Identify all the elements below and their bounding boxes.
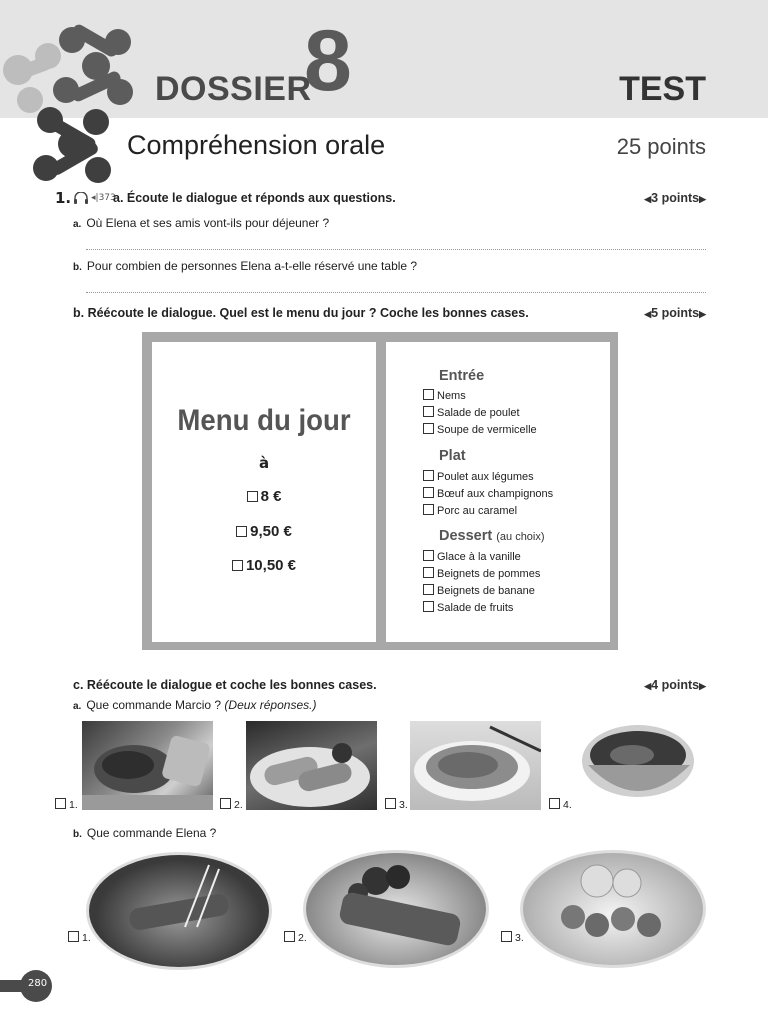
checkbox[interactable]: [220, 798, 231, 809]
points-1c: ◀4 points▶: [644, 678, 706, 692]
answer-line-a[interactable]: [86, 249, 706, 250]
food-photo-noodles: [410, 721, 541, 810]
checkbox[interactable]: [501, 931, 512, 942]
price-option[interactable]: 8 €: [152, 488, 376, 505]
checkbox[interactable]: [423, 423, 434, 434]
menu-price-panel: [152, 342, 376, 642]
headphones-icon: [73, 192, 89, 204]
dish-option[interactable]: Beignets de banane: [423, 584, 535, 597]
dish-option[interactable]: Bœuf aux champignons: [423, 487, 553, 500]
section-title: Compréhension orale: [127, 130, 386, 160]
dish-option[interactable]: Salade de poulet: [423, 406, 520, 419]
checkbox[interactable]: [423, 389, 434, 400]
category-plat: Plat: [439, 448, 466, 464]
photo-option[interactable]: 3.: [385, 798, 408, 811]
question-1a-b: b. Pour combien de personnes Elena a-t-elle réservé une table ?: [73, 259, 418, 273]
points-1b: ◀5 points▶: [644, 306, 706, 320]
question-1c-a: a. Que commande Marcio ? (Deux réponses.): [73, 698, 317, 712]
price-option[interactable]: 10,50 €: [152, 557, 376, 574]
checkbox[interactable]: [68, 931, 79, 942]
checkbox[interactable]: [423, 487, 434, 498]
points-1a: ◀3 points▶: [644, 191, 706, 205]
photo-option[interactable]: 1.: [55, 798, 78, 811]
checkbox[interactable]: [284, 931, 295, 942]
photo-option[interactable]: 4.: [549, 798, 572, 811]
food-photo-shrimp: [520, 850, 706, 968]
photo-option[interactable]: 2.: [220, 798, 243, 811]
checkbox[interactable]: [423, 601, 434, 612]
food-photo-spring-rolls: [246, 721, 377, 810]
food-photo-salmon: [303, 850, 489, 968]
checkbox[interactable]: [423, 584, 434, 595]
dish-option[interactable]: Salade de fruits: [423, 601, 513, 614]
price-option[interactable]: 9,50 €: [152, 523, 376, 540]
dossier-number: 8: [304, 13, 352, 109]
answer-line-b[interactable]: [86, 292, 706, 293]
dish-option[interactable]: Glace à la vanille: [423, 550, 521, 563]
audio-track-number: ◂|373: [91, 193, 116, 203]
checkbox[interactable]: [236, 526, 247, 537]
menu-a-label: à: [258, 454, 270, 472]
category-entree: Entrée: [439, 368, 485, 384]
molecule-logo: [0, 18, 150, 188]
checkbox[interactable]: [423, 504, 434, 515]
dish-option[interactable]: Soupe de vermicelle: [423, 423, 537, 436]
menu-dishes-panel: [386, 342, 610, 642]
checkbox[interactable]: [55, 798, 66, 809]
checkbox[interactable]: [423, 550, 434, 561]
checkbox[interactable]: [549, 798, 560, 809]
menu-title: Menu du jour: [177, 404, 351, 437]
dossier-label: DOSSIER: [155, 70, 312, 108]
food-photo-grilled-chicken: [82, 721, 213, 810]
instruction-1c: c. Réécoute le dialogue et coche les bonnes cases.: [73, 678, 377, 692]
dish-option[interactable]: Porc au caramel: [423, 504, 517, 517]
dish-option[interactable]: Poulet aux légumes: [423, 470, 534, 483]
checkbox[interactable]: [423, 406, 434, 417]
test-label: TEST: [619, 70, 706, 108]
instruction-1a: a. Écoute le dialogue et réponds aux questions.: [113, 191, 396, 205]
exercise-number: 1.: [55, 189, 72, 207]
checkbox[interactable]: [423, 567, 434, 578]
photo-option[interactable]: 1.: [68, 931, 91, 944]
photo-option[interactable]: 2.: [284, 931, 307, 944]
food-photo-skewers: [86, 852, 272, 970]
category-dessert: Dessert (au choix): [439, 528, 545, 544]
checkbox[interactable]: [247, 491, 258, 502]
dish-option[interactable]: Beignets de pommes: [423, 567, 540, 580]
dish-option[interactable]: Nems: [423, 389, 466, 402]
checkbox[interactable]: [385, 798, 396, 809]
instruction-1b: b. Réécoute le dialogue. Quel est le menu du jour ? Coche les bonnes cases.: [73, 306, 529, 320]
page-number: 280: [28, 978, 48, 989]
checkbox[interactable]: [423, 470, 434, 481]
question-1c-b: b. Que commande Elena ?: [73, 826, 217, 840]
food-photo-soup: [580, 721, 698, 810]
question-1a-a: a. Où Elena et ses amis vont-ils pour déjeuner ?: [73, 216, 330, 230]
photo-option[interactable]: 3.: [501, 931, 524, 944]
checkbox[interactable]: [232, 560, 243, 571]
section-points: 25 points: [616, 134, 706, 159]
